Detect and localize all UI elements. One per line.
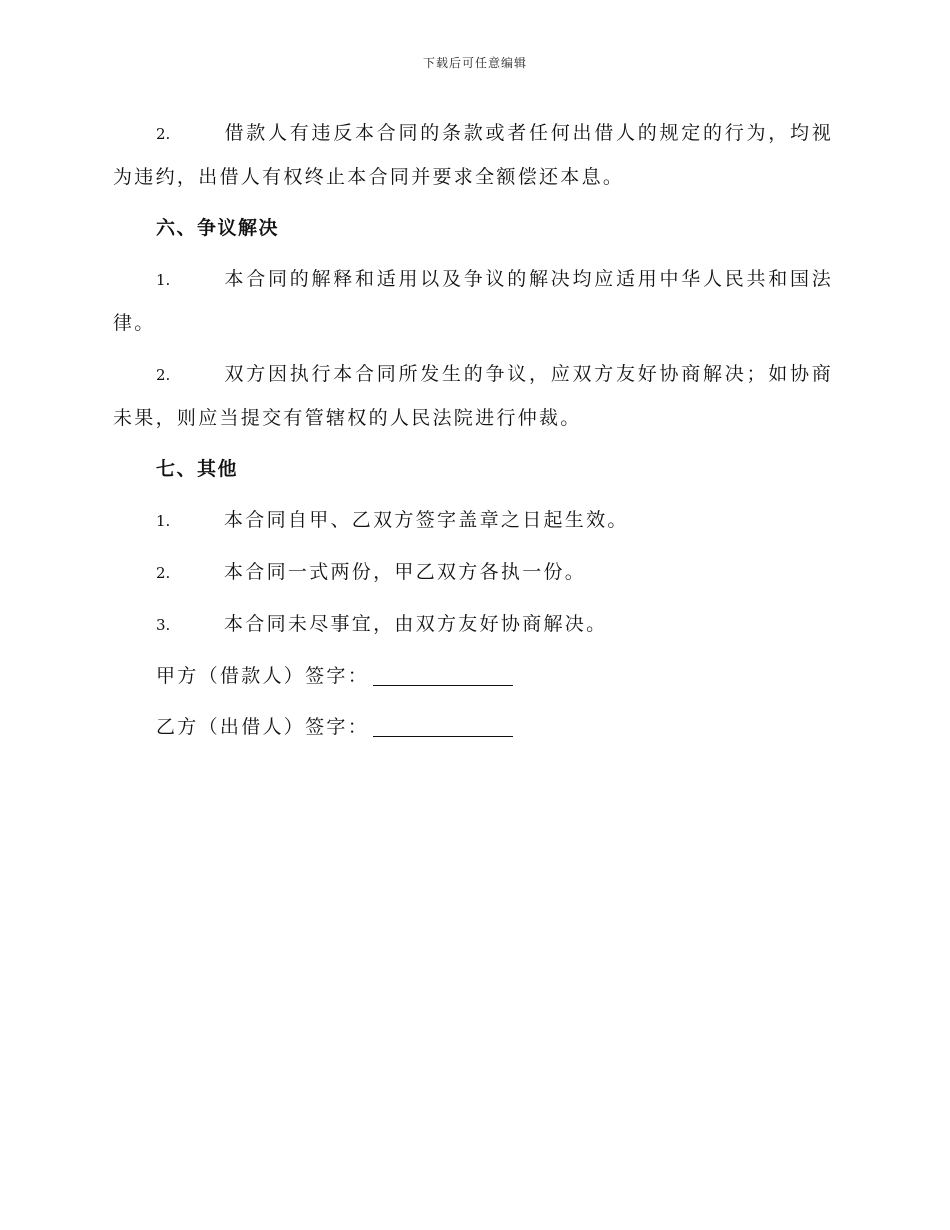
signature-label: 甲方（借款人）签字： bbox=[156, 665, 370, 687]
clause-number: 3. bbox=[156, 616, 171, 634]
clause-text: 借款人有违反本合同的条款或者任何出借人的规定的行为，均视为违约，出借人有权终止本合同并要求全额偿还本息。 bbox=[113, 122, 833, 188]
clause-text: 本合同未尽事宜，由双方友好协商解决。 bbox=[224, 613, 608, 635]
signature-party-b bbox=[156, 706, 833, 749]
clause-text: 本合同一式两份，甲乙双方各执一份。 bbox=[224, 561, 587, 583]
clause-unresolved bbox=[113, 603, 833, 647]
clause-number: 2. bbox=[156, 366, 171, 384]
signature-label: 乙方（出借人）签字： bbox=[156, 716, 370, 738]
clause-number: 1. bbox=[156, 512, 171, 530]
clause-breach bbox=[113, 112, 833, 199]
clause-text: 本合同的解释和适用以及争议的解决均应适用中华人民共和国法律。 bbox=[113, 268, 833, 334]
document-body bbox=[113, 112, 833, 757]
clause-number: 2. bbox=[156, 564, 171, 582]
section-heading-dispute: 六、争议解决 bbox=[156, 217, 280, 239]
signature-blank-line bbox=[373, 684, 513, 686]
clause-text: 本合同自甲、乙双方签字盖章之日起生效。 bbox=[224, 509, 629, 531]
clause-effective bbox=[113, 499, 833, 543]
header-note: 下载后可任意编辑 bbox=[422, 56, 527, 70]
clause-copies bbox=[113, 551, 833, 595]
signature-party-a bbox=[156, 655, 833, 698]
clause-text: 双方因执行本合同所发生的争议，应双方友好协商解决；如协商未果，则应当提交有管辖权的人民法院进行仲裁。 bbox=[113, 363, 833, 429]
section-heading-other: 七、其他 bbox=[156, 458, 239, 480]
signature-blank-line bbox=[373, 735, 513, 737]
clause-governing-law bbox=[113, 258, 833, 345]
clause-dispute-resolution bbox=[113, 353, 833, 440]
clause-number: 1. bbox=[156, 271, 171, 289]
clause-number: 2. bbox=[156, 125, 171, 143]
